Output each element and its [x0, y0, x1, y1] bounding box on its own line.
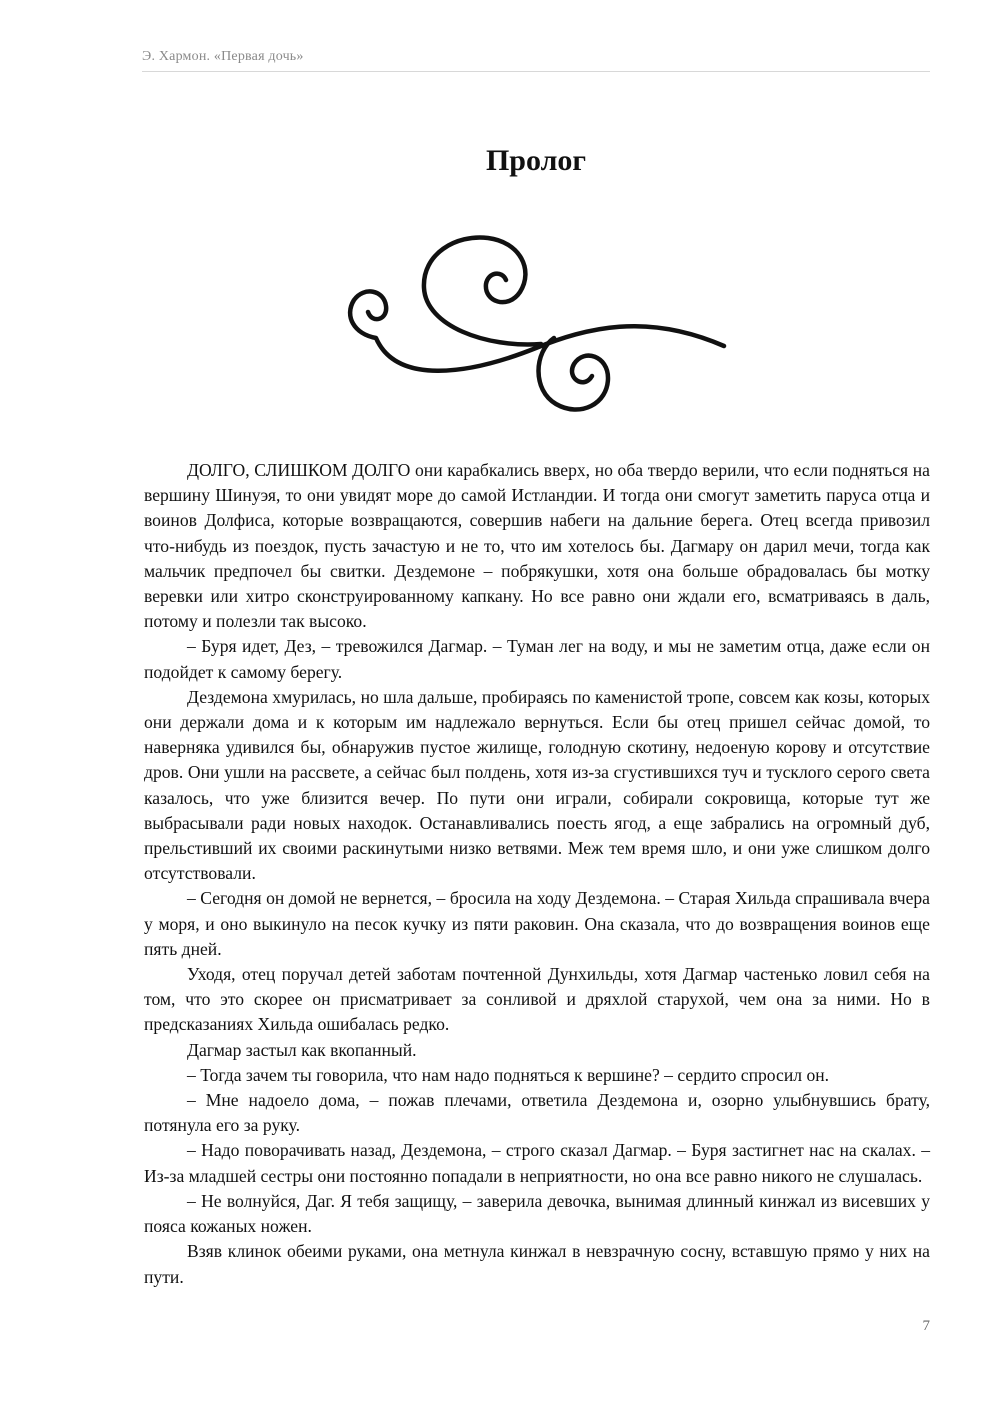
body-paragraph: ДОЛГО, СЛИШКОМ ДОЛГО они карабкались вверх, но оба твердо верили, что если подняться на вершину Шинуэя, то они увидят море до самой Истландии. И тогда они смогут заметить паруса отца и воинов Долфиса, которые возвращаются, совершив набеги на дальние берега. Отец всегда привозил что-нибудь из поездок, пусть зачастую и не то, что им хотелось бы. Дагмару он дарил мечи, тогда как мальчик предпочел бы свитки. Дездемоне – побрякушки, хотя она больше обрадовалась бы мотку веревки или хитро сконструированному капкану. Но все равно они ждали его, всматриваясь в даль, потому и полезли так высоко. — [144, 460, 930, 632]
body-paragraph: – Тогда зачем ты говорила, что нам надо подняться к вершине? – сердито спросил он. — [187, 1064, 830, 1085]
body-paragraph: Дездемона хмурилась, но шла дальше, пробираясь по каменистой тропе, совсем как козы, которых они держали дома и к которым им надлежало вернуться. Если бы отец пришел сейчас домой, то наверняка удивился бы, обнаружив пустое жилище, голодную скотину, недоеную корову и отсутствие дров. Они ушли на рассвете, а сейчас был полдень, хотя из-за сгустившихся туч и тусклого серого света казалось, что уже близится вечер. По пути они играли, собирали сокровища, которые тут же выбрасывали ради новых находок. Останавливались поесть ягод, а еще забрались на огромный дуб, прельстивший их своими раскинутыми низко ветвями. Меж тем время шло, и они уже слишком долго отсутствовали. — [144, 686, 930, 884]
header-divider — [142, 71, 930, 72]
chapter-title: Пролог — [485, 144, 587, 177]
body-paragraph: – Сегодня он домой не вернется, – бросила на ходу Дездемона. – Старая Хильда спрашивала вчера у моря, и оно выкинуло на песок кучку из пяти раковин. Она сказала, что до возвращения воинов еще пять дней. — [144, 888, 930, 959]
swirl-flourish-ornament-icon — [336, 226, 731, 412]
body-paragraph: Уходя, отец поручал детей заботам почтенной Дунхильды, хотя Дагмар частенько ловил себя на том, что это скорее он присматривает за сонливой и дряхлой старухой, чем она за ними. Но в предсказаниях Хильда ошибалась редко. — [144, 964, 930, 1035]
prologue-body — [144, 458, 930, 1290]
body-paragraph: – Надо поворачивать назад, Дездемона, – строго сказал Дагмар. – Буря застигнет нас на скалах. – Из-за младшей сестры они постоянно попадали в неприятности, но она все равно никого не слушалась. — [144, 1140, 930, 1186]
page-number: 7 — [922, 1318, 930, 1334]
body-paragraph: – Мне надоело дома, – пожав плечами, ответила Дездемона и, озорно улыбнувшись брату, потянула его за руку. — [144, 1090, 930, 1136]
body-paragraph: – Не волнуйся, Даг. Я тебя защищу, – заверила девочка, вынимая длинный кинжал из висевших у пояса кожаных ножен. — [144, 1190, 930, 1237]
body-paragraph: Дагмар застыл как вкопанный. — [187, 1039, 417, 1060]
body-paragraph: Взяв клинок обеими руками, она метнула кинжал в невзрачную сосну, вставшую прямо у них на пути. — [144, 1241, 930, 1287]
body-paragraph: – Буря идет, Дез, – тревожился Дагмар. – Туман лег на воду, и мы не заметим отца, даже если он подойдет к самому берегу. — [144, 636, 930, 682]
running-head: Э. Хармон. «Первая дочь» — [142, 49, 304, 64]
